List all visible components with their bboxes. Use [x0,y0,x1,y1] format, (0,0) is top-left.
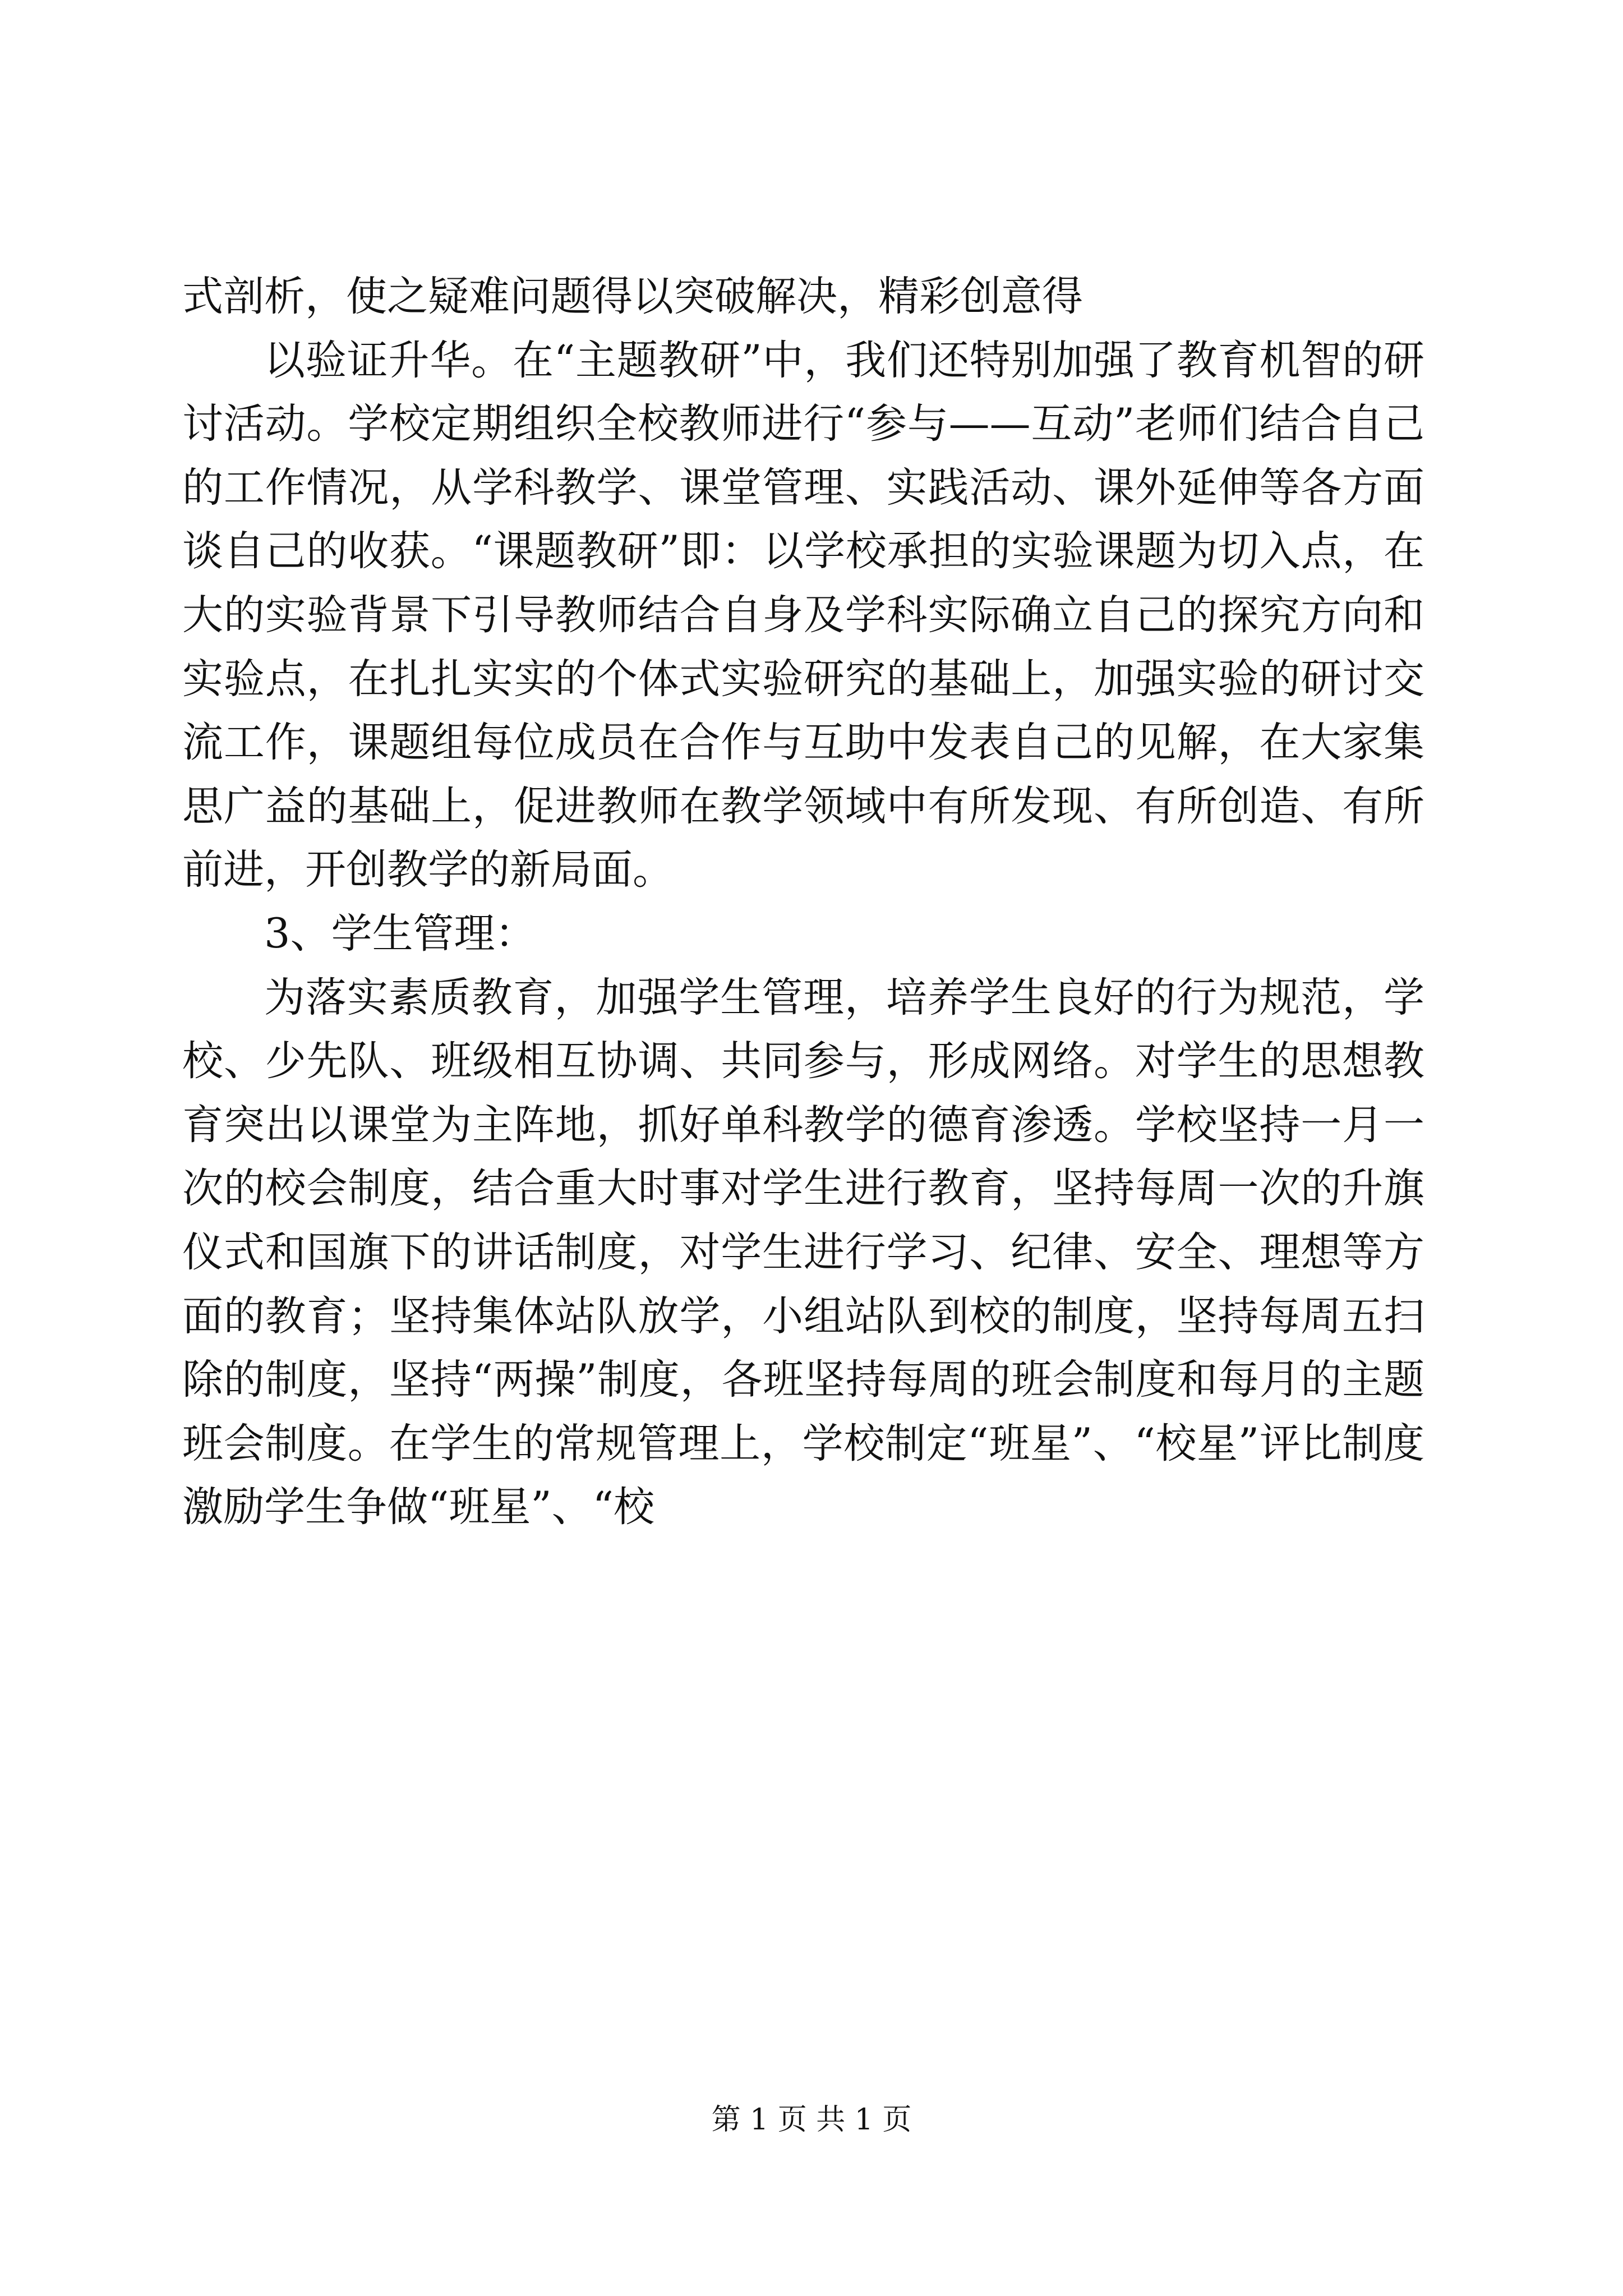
paragraph-3: 为落实素质教育，加强学生管理，培养学生良好的行为规范，学校、少先队、班级相互协调、共同参与，形成网络。对学生的思想教育突出以课堂为主阵地，抓好单科教学的德育渗透。学校坚持一月一次的校会制度，结合重大时事对学生进行教育，坚持每周一次的升旗仪式和国旗下的讲话制度，对学生进行学习、纪律、安全、理想等方面的教育；坚持集体站队放学，小组站队到校的制度，坚持每周五扫除的制度，坚持“两操”制度，各班坚持每周的班会制度和每月的主题班会制度。在学生的常规管理上，学校制定“班星”、“校星”评比制度激励学生争做“班星”、“校 [182,973,1424,1531]
section-heading-student-management: 3、学生管理： [264,909,536,958]
paragraph-2: 以验证升华。在“主题教研”中，我们还特别加强了教育机智的研讨活动。学校定期组织全校教师进行“参与——互动”老师们结合自己的工作情况，从学科教学、课堂管理、实践活动、课外延伸等各方面谈自己的收获。“课题教研”即：以学校承担的实验课题为切入点，在大的实验背景下引导教师结合自身及学科实际确立自己的探究方向和实验点，在扎扎实实的个体式实验研究的基础上，加强实验的研讨交流工作，课题组每位成员在合作与互助中发表自己的见解，在大家集思广益的基础上，促进教师在教学领域中有所发现、有所创造、有所前进，开创教学的新局面。 [182,336,1424,894]
document-body [182,265,1424,1539]
paragraph-1: 式剖析，使之疑难问题得以突破解决，精彩创意得 [182,273,1083,320]
page-footer: 第 1 页 共 1 页 [711,2103,912,2137]
